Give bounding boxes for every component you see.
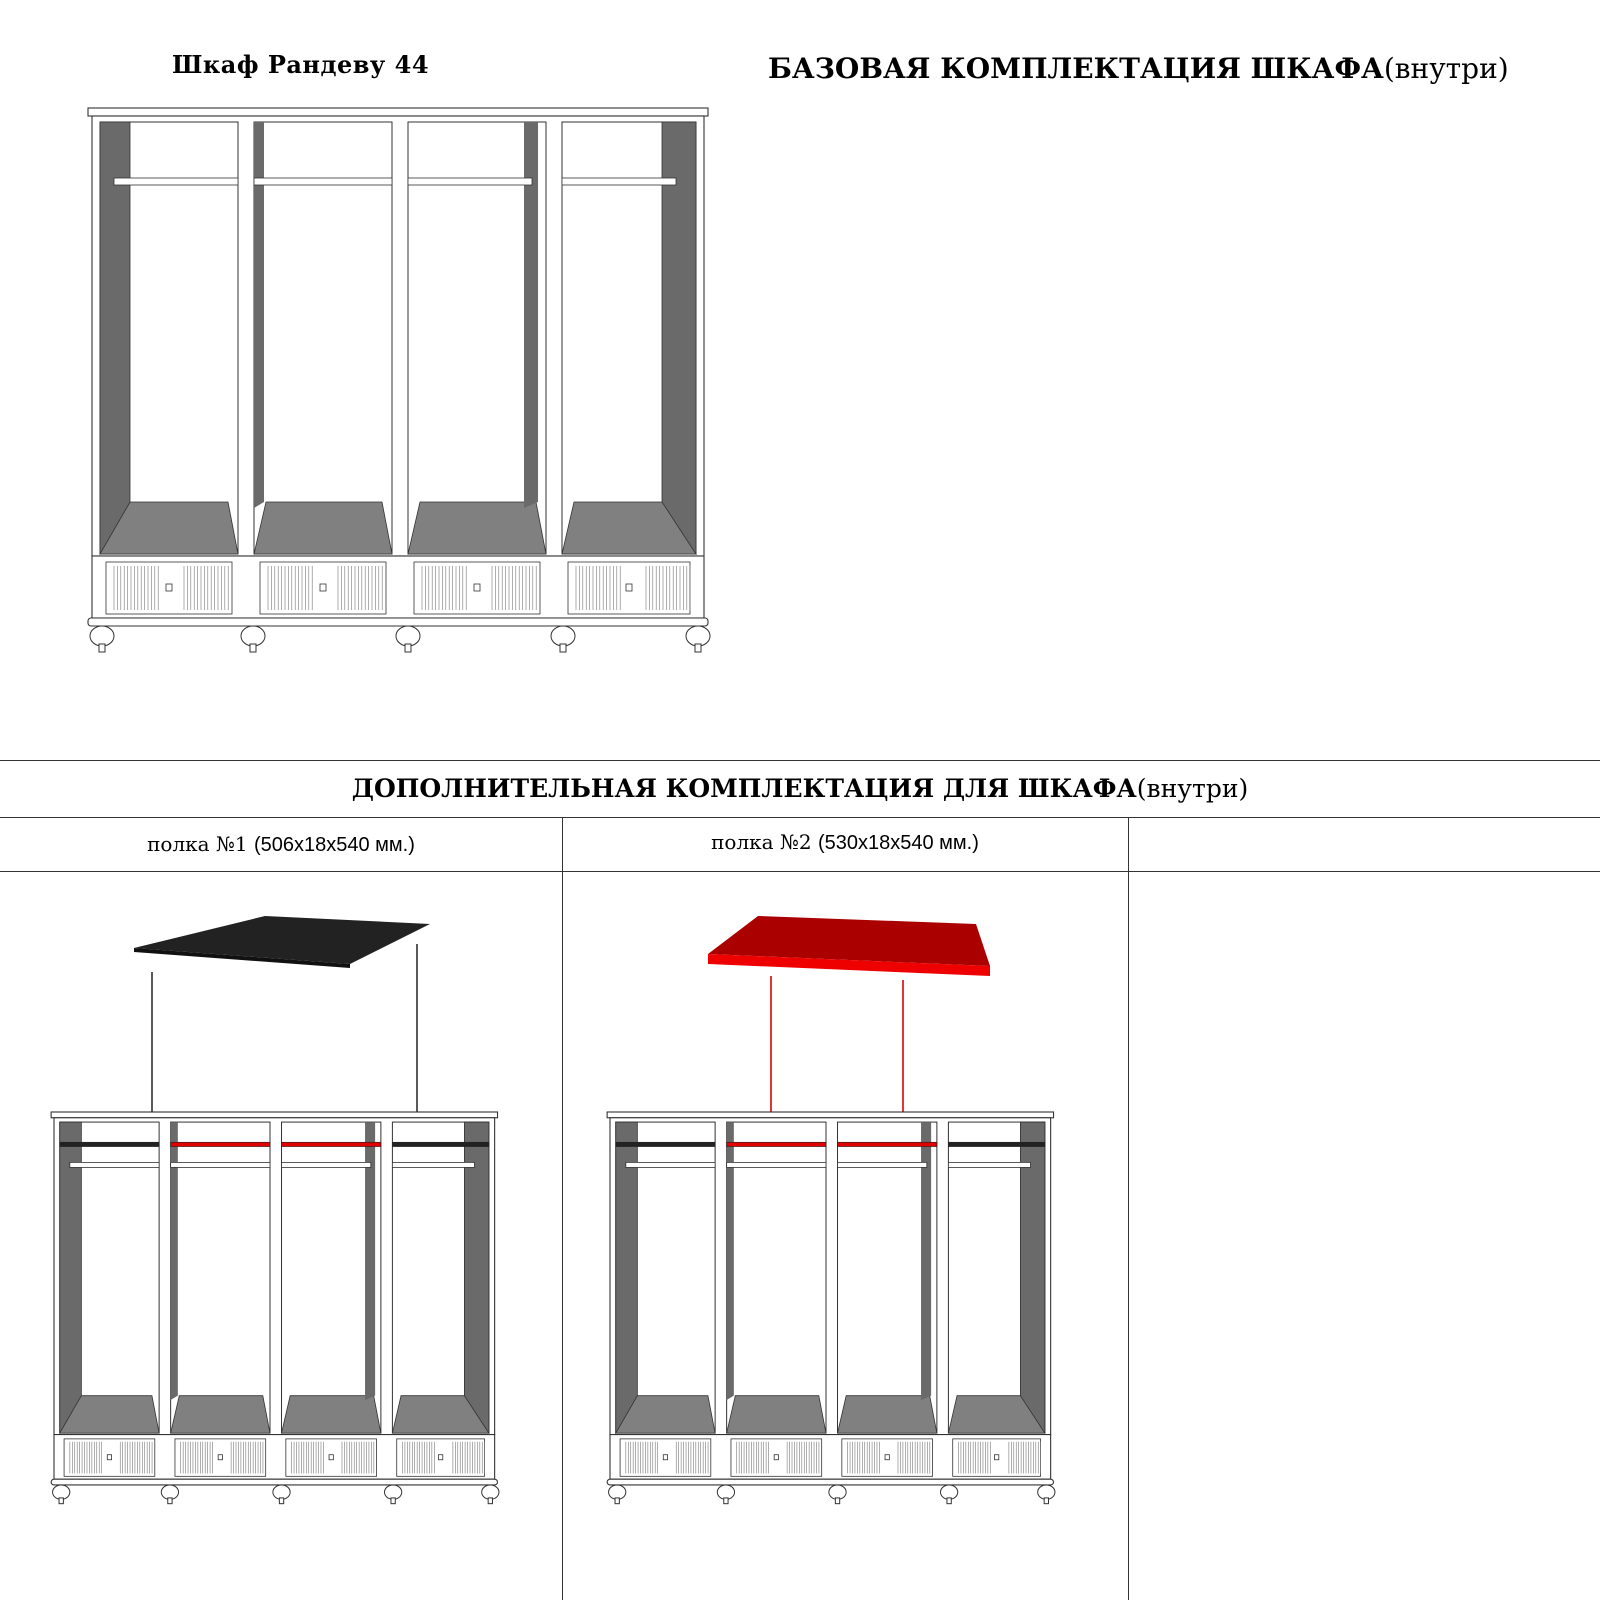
table-divider-2 — [1128, 817, 1129, 1600]
basic-set-heading-bold: БАЗОВАЯ КОМПЛЕКТАЦИЯ ШКАФА — [768, 52, 1384, 85]
foot-stem — [168, 1498, 172, 1504]
right-inner-wall — [464, 1122, 488, 1433]
hanging-rail-2 — [727, 1162, 826, 1167]
foot-ball — [940, 1485, 957, 1499]
drawer-handle — [663, 1455, 667, 1460]
foot-stem — [695, 644, 701, 652]
drawer-4 — [397, 1439, 485, 1476]
foot-ball — [273, 1485, 290, 1499]
added-shelf-3 — [838, 1142, 937, 1146]
hanging-rail-4 — [948, 1162, 1030, 1167]
compartment-2 — [727, 1122, 826, 1433]
foot-5 — [482, 1485, 499, 1504]
hanging-rail-2 — [171, 1162, 270, 1167]
drawer-handle — [994, 1455, 998, 1460]
foot-2 — [241, 626, 265, 652]
foot-stem — [488, 1498, 492, 1504]
foot-ball — [686, 626, 710, 646]
shelf-2-label — [562, 830, 1128, 855]
right-inner-wall — [662, 122, 696, 554]
product-title: Шкаф Рандеву 44 — [172, 50, 430, 79]
compartment-2 — [254, 122, 392, 554]
foot-ball — [384, 1485, 401, 1499]
drawer-3 — [414, 562, 540, 614]
added-shelf-1 — [60, 1142, 159, 1146]
base-rail — [607, 1479, 1053, 1485]
drawer-3 — [842, 1439, 933, 1476]
cornice — [607, 1112, 1053, 1118]
foot-ball — [161, 1485, 178, 1499]
foot-1 — [609, 1485, 626, 1504]
compartment-floor-2 — [254, 502, 392, 554]
shelf-1-label — [0, 832, 562, 857]
hanging-rail-3 — [838, 1162, 927, 1167]
foot-ball — [90, 626, 114, 646]
added-shelf-2 — [727, 1142, 826, 1146]
cornice — [51, 1112, 497, 1118]
drawer-handle — [626, 584, 632, 591]
added-shelf-3 — [282, 1142, 381, 1146]
drawer-handle — [474, 584, 480, 591]
drawer-3 — [286, 1439, 377, 1476]
foot-ball — [551, 626, 575, 646]
foot-stem — [391, 1498, 395, 1504]
drawer-1 — [620, 1439, 711, 1476]
cornice — [88, 108, 708, 116]
hanging-rail-4 — [562, 178, 676, 185]
wardrobe-shelf-2-drawing — [562, 1120, 1128, 1550]
added-shelf-1 — [616, 1142, 715, 1146]
foot-stem — [724, 1498, 728, 1504]
drawer-handle — [166, 584, 172, 591]
drawer-handle — [329, 1455, 333, 1460]
shelf-2-dims: (530x18x540 мм.) — [817, 832, 979, 854]
drawer-2 — [731, 1439, 822, 1476]
foot-1 — [53, 1485, 70, 1504]
hanging-rail-2 — [254, 178, 392, 185]
foot-stem — [835, 1498, 839, 1504]
wardrobe-shelf-1-drawing — [0, 1120, 562, 1550]
hanging-rail-1 — [626, 1162, 715, 1167]
wardrobe-basic-drawing — [0, 0, 720, 560]
basic-set-heading — [768, 52, 1509, 85]
table-label-border — [0, 871, 1600, 872]
shelf-1-name: полка №1 — [147, 832, 248, 856]
right-inner-wall — [1020, 1122, 1044, 1433]
shelf-2-name: полка №2 — [711, 830, 812, 854]
added-shelf-2 — [171, 1142, 270, 1146]
left-inner-wall — [100, 122, 130, 554]
foot-stem — [560, 644, 566, 652]
drawer-1 — [64, 1439, 155, 1476]
basic-set-heading-note: (внутри) — [1383, 52, 1509, 85]
table-header-border — [0, 817, 1600, 818]
drawer-2 — [175, 1439, 266, 1476]
drawer-handle — [438, 1455, 442, 1460]
foot-3 — [396, 626, 420, 652]
foot-3 — [829, 1485, 846, 1504]
foot-2 — [161, 1485, 178, 1504]
foot-4 — [940, 1485, 957, 1504]
left-inner-wall — [60, 1122, 82, 1433]
additional-set-heading-bold: ДОПОЛНИТЕЛЬНАЯ КОМПЛЕКТАЦИЯ ДЛЯ ШКАФА — [351, 774, 1137, 803]
compartment-floor-3 — [838, 1396, 937, 1433]
foot-ball — [1038, 1485, 1055, 1499]
compartment-floor-3 — [282, 1396, 381, 1433]
foot-stem — [1044, 1498, 1048, 1504]
compartment-floor-2 — [171, 1396, 270, 1433]
foot-stem — [615, 1498, 619, 1504]
compartment-2 — [171, 1122, 270, 1433]
foot-5 — [1038, 1485, 1055, 1504]
drawer-4 — [568, 562, 690, 614]
foot-4 — [551, 626, 575, 652]
foot-2 — [717, 1485, 734, 1504]
foot-stem — [405, 644, 411, 652]
drawer-handle — [885, 1455, 889, 1460]
drawer-1 — [106, 562, 232, 614]
drawer-handle — [107, 1455, 111, 1460]
hanging-rail-3 — [282, 1162, 371, 1167]
hanging-rail-1 — [70, 1162, 159, 1167]
added-shelf-4 — [948, 1142, 1044, 1146]
left-inner-wall — [616, 1122, 638, 1433]
foot-stem — [947, 1498, 951, 1504]
hanging-rail-3 — [408, 178, 532, 185]
foot-ball — [396, 626, 420, 646]
added-shelf-4 — [392, 1142, 488, 1146]
hanging-rail-1 — [114, 178, 238, 185]
foot-stem — [250, 644, 256, 652]
drawer-handle — [320, 584, 326, 591]
foot-ball — [241, 626, 265, 646]
drawer-4 — [953, 1439, 1041, 1476]
foot-stem — [99, 644, 105, 652]
drawer-handle — [774, 1455, 778, 1460]
foot-stem — [279, 1498, 283, 1504]
drawer-2 — [260, 562, 386, 614]
foot-1 — [90, 626, 114, 652]
compartment-floor-2 — [727, 1396, 826, 1433]
foot-3 — [273, 1485, 290, 1504]
foot-4 — [384, 1485, 401, 1504]
foot-ball — [829, 1485, 846, 1499]
foot-stem — [59, 1498, 63, 1504]
hanging-rail-4 — [392, 1162, 474, 1167]
base-rail — [51, 1479, 497, 1485]
foot-ball — [482, 1485, 499, 1499]
drawer-handle — [218, 1455, 222, 1460]
foot-5 — [686, 626, 710, 652]
additional-set-heading-note: (внутри) — [1136, 774, 1249, 803]
foot-ball — [717, 1485, 734, 1499]
foot-ball — [609, 1485, 626, 1499]
base-rail — [88, 618, 708, 626]
additional-set-heading — [0, 774, 1600, 803]
compartment-floor-3 — [408, 502, 546, 554]
foot-ball — [53, 1485, 70, 1499]
table-top-border — [0, 760, 1600, 761]
shelf-1-panel — [134, 916, 430, 964]
shelf-1-dims: (506x18x540 мм.) — [253, 834, 415, 856]
